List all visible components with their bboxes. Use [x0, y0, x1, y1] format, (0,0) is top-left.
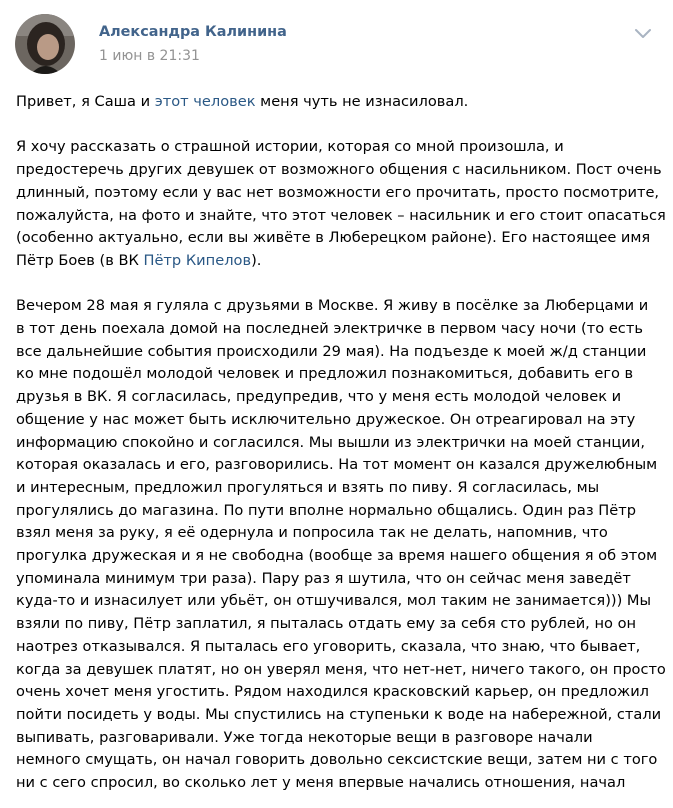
text-fragment: Пётр Боев (в ВК: [16, 251, 144, 269]
text-line: в тот день поехала домой на последней электричке в первом часу ночи (то есть: [16, 320, 643, 337]
text-line: выпивать, разговаривали. Уже тогда некоторые вещи в разговоре начали: [16, 728, 593, 746]
text-line: взял меня за руку, я её одернула и попросила так не делать, напомнив, что: [16, 524, 608, 542]
mention-link-this-person[interactable]: этот человек: [154, 93, 256, 110]
text-line: немного смущать, он начал говорить довольно сексистские вещи, затем ни с того: [16, 751, 658, 769]
intro-text: Привет, я Саша и: [16, 93, 155, 110]
text-line: которая оказалась и его, разговорились. На тот момент он казался дружелюбным: [16, 456, 658, 474]
text-line: взяли по пиву, Пётр заплатил, я пыталась отдать ему за себя сто рублей, но он: [16, 615, 637, 633]
author-name[interactable]: Александра Калинина: [99, 24, 287, 40]
paragraph-3: [16, 295, 666, 794]
text-line: Я хочу рассказать о страшной истории, которая со мной произошла, и: [16, 138, 564, 156]
avatar-photo: [15, 14, 75, 74]
text-line: [16, 250, 666, 273]
paragraph-intro: [16, 91, 666, 114]
text-line: куда-то и изнасилует или убьёт, он отшучивался, мол таким не занимается))) Мы: [16, 592, 652, 610]
chevron-down-icon: [633, 27, 653, 41]
text-line: очень хочет меня угостить. Рядом находился красковский карьер, он предложил: [16, 683, 650, 701]
text-line: информацию спокойно и согласился. Мы вышли из электрички на моей станции,: [16, 433, 645, 451]
text-line: (особенно актуально, если вы живёте в Люберецком районе). Его настоящее имя: [16, 229, 651, 247]
text-line: когда за девушек платят, но он уверял меня, что нет-нет, ничего такого, он просто: [16, 660, 666, 678]
mention-link-petr-kipelov[interactable]: Пётр Кипелов: [143, 251, 252, 269]
intro-text-end: меня чуть не изнасиловал.: [255, 93, 469, 110]
post-menu-button[interactable]: [633, 26, 653, 40]
text-line: предостеречь других девушек от возможного общения с насильником. Пост очень: [16, 161, 662, 179]
paragraph-2: [16, 136, 666, 272]
avatar[interactable]: [15, 14, 75, 74]
text-line: все дальнейшие события происходили 29 мая). На подъезде к моей ж/д станции: [16, 342, 647, 360]
text-line: Вечером 28 мая я гуляла с друзьями в Москве. Я живу в посёлке за Люберцами и: [16, 297, 649, 315]
text-line: общение у нас может быть исключительно дружеское. Он отреагировал на эту: [16, 410, 636, 428]
text-line: ни с сего спросил, во сколько лет у меня впервые начались отношения, начал: [16, 774, 626, 792]
text-line: ко мне подошёл молодой человек и предложил познакомиться, добавить его в: [16, 365, 634, 383]
text-line: пожалуйста, на фото и знайте, что этот человек – насильник и его стоит опасаться: [16, 206, 666, 224]
text-line: прогулка дружеская и я не свободна (вообще за время нашего общения я об этом: [16, 547, 658, 565]
text-line: упоминала минимум три раза). Пару раз я шутила, что он сейчас меня заведёт: [16, 569, 631, 587]
text-line: прогулялись до магазина. По пути вполне нормально общались. Один раз Пётр: [16, 501, 636, 519]
text-fragment: ).: [251, 251, 262, 269]
text-line: длинный, поэтому если у вас нет возможности его прочитать, просто посмотрите,: [16, 183, 660, 201]
text-line: наотрез отказывался. Я пыталась его уговорить, сказала, что знаю, что бывает,: [16, 637, 641, 655]
text-line: и интересным, предложил прогуляться и взять по пиву. Я согласилась, мы: [16, 478, 600, 496]
text-line: друзья в ВК. Я согласилась, предупредив, что у меня есть молодой человек и: [16, 388, 622, 406]
post-date[interactable]: 1 июн в 21:31: [99, 48, 200, 64]
post-text: [16, 91, 666, 795]
text-line: пойти посидеть у воды. Мы спустились на ступеньки к воде на набережной, стали: [16, 705, 662, 723]
